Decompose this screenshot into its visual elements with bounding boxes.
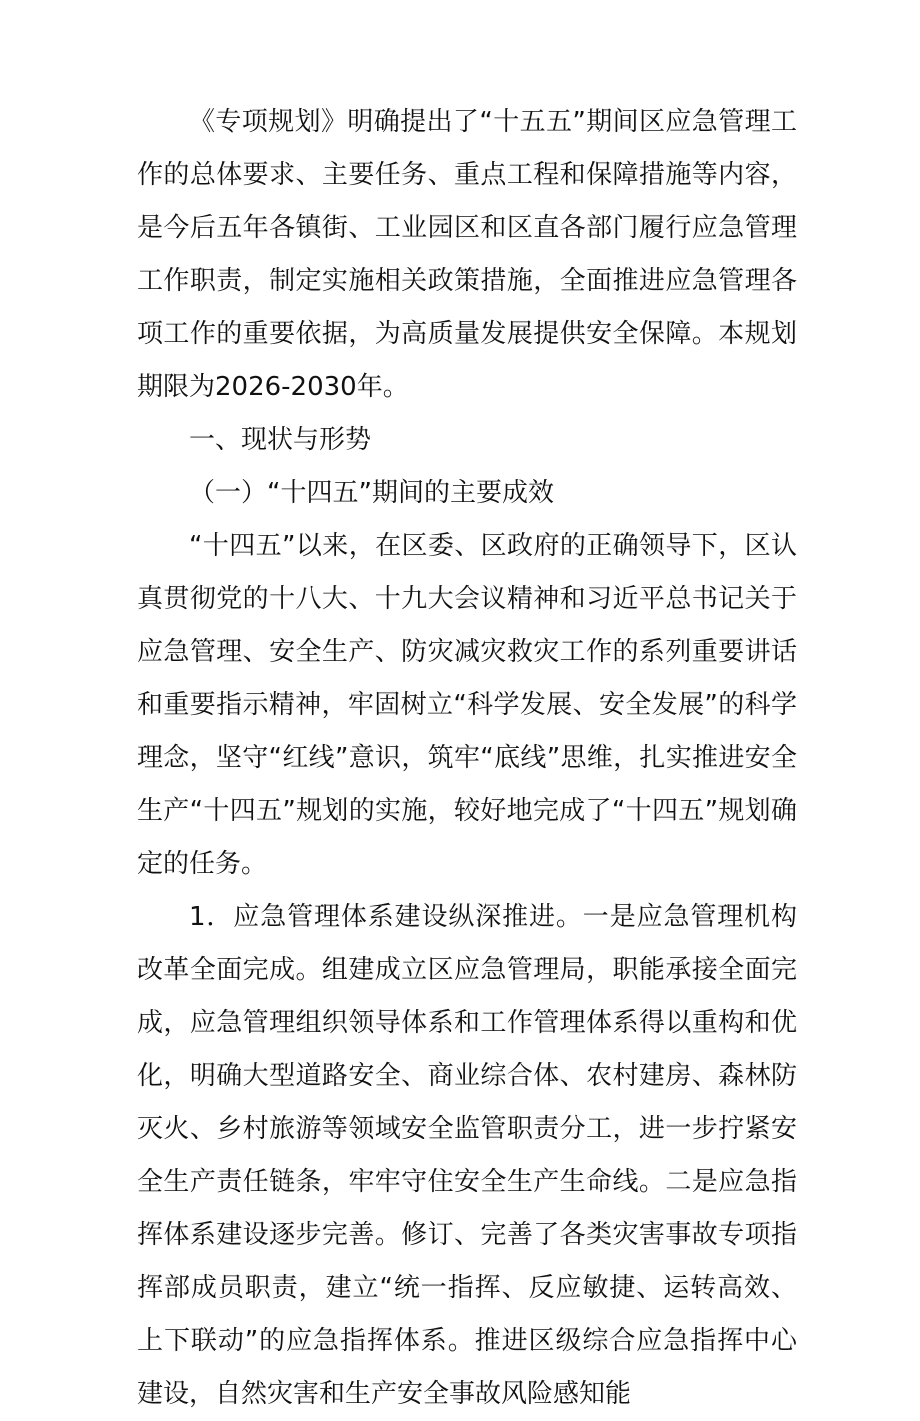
document-body	[137, 96, 797, 1421]
overview-paragraph: “十四五”以来，在区委、区政府的正确领导下，区认真贯彻党的十八大、十九大会议精神和习近平总书记关于应急管理、安全生产、防灾减灾救灾工作的系列重要讲话和重要指示精神，牢固树立“科学发展、安全发展”的科学理念，坚守“红线”意识，筑牢“底线”思维，扎实推进安全生产“十四五”规划的实施，较好地完成了“十四五”规划确定的任务。	[137, 531, 797, 879]
intro-paragraph: 《专项规划》明确提出了“十五五”期间区应急管理工作的总体要求、主要任务、重点工程和保障措施等内容，是今后五年各镇街、工业园区和区直各部门履行应急管理工作职责，制定实施相关政策措施，全面推进应急管理各项工作的重要依据，为高质量发展提供安全保障。本规划期限为2026-2030年。	[137, 107, 797, 402]
section-heading: 一、现状与形势	[189, 425, 372, 455]
subsection-heading: （一）“十四五”期间的主要成效	[189, 478, 554, 508]
item-1-paragraph: 1．应急管理体系建设纵深推进。一是应急管理机构改革全面完成。组建成立区应急管理局，职能承接全面完成，应急管理组织领导体系和工作管理体系得以重构和优化，明确大型道路安全、商业综合体、农村建房、森林防灭火、乡村旅游等领域安全监管职责分工，进一步拧紧安全生产责任链条，牢牢守住安全生产生命线。二是应急指挥体系建设逐步完善。修订、完善了各类灾害事故专项指挥部成员职责，建立“统一指挥、反应敏捷、运转高效、上下联动”的应急指挥体系。推进区级综合应急指挥中心建设，自然灾害和生产安全事故风险感知能	[137, 902, 797, 1409]
